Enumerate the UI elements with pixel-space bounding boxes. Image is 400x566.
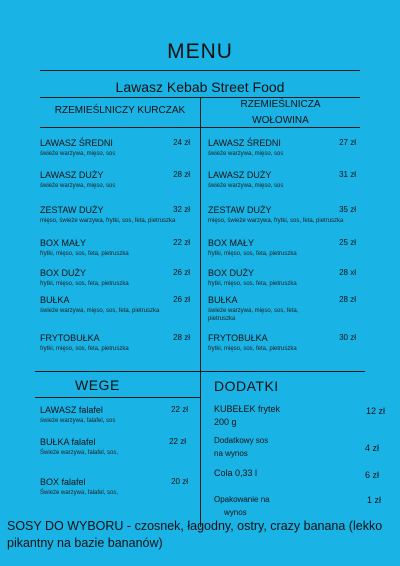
beef-header-line1: RZEMIEŚLNICZA bbox=[240, 99, 321, 110]
addon-detail: wynos bbox=[224, 508, 247, 517]
lower-section-divider bbox=[35, 371, 365, 372]
item-name: BOX MAŁY bbox=[208, 238, 255, 248]
item-description: mięso, świeże warzywa, frytki, sos, feta, pietruszka bbox=[208, 218, 344, 224]
addon-price: 4 zł bbox=[365, 443, 380, 453]
beef-item bbox=[208, 138, 356, 158]
item-price: 20 zł bbox=[171, 477, 188, 486]
beef-column-header bbox=[201, 98, 360, 127]
item-name: FRYTOBUŁKA bbox=[208, 333, 268, 343]
wege-section-title: WEGE bbox=[75, 377, 120, 393]
item-description: świeże warzywa, falafel, sos bbox=[40, 418, 116, 424]
item-description: świeże warzywa, mięso, sos, feta, pietruszka bbox=[40, 308, 160, 314]
item-price: 28 zł bbox=[339, 295, 356, 304]
addon-item bbox=[214, 467, 334, 480]
chicken-item bbox=[40, 205, 190, 225]
item-description: Świeże warzywa, falafel, sos, bbox=[40, 450, 119, 456]
item-name: LAWASZ falafel bbox=[40, 405, 103, 415]
dodatki-section-title: DODATKI bbox=[214, 378, 279, 394]
item-description: świeże warzywa, mięso, sos bbox=[40, 151, 116, 157]
item-description: frytki, mięso, sos, feta, pietruszka bbox=[40, 251, 129, 257]
wege-title-divider bbox=[35, 397, 200, 398]
addon-name: Opakowanie na bbox=[214, 495, 270, 504]
item-price: 28 xł bbox=[339, 268, 356, 277]
menu-title: MENU bbox=[167, 40, 233, 63]
item-description: frytki, mięso, sos, feta, pietruszka bbox=[208, 281, 297, 287]
item-price: 32 zł bbox=[173, 205, 190, 214]
beef-item bbox=[208, 333, 356, 353]
chicken-item bbox=[40, 333, 190, 353]
item-description: mięso, świeże warzywa, frytki, sos, feta, pietruszka bbox=[40, 218, 176, 224]
item-description: frytki, mięso, sos, feta, pietruszka bbox=[40, 281, 129, 287]
item-description: świeże warzywa, mięso, sos bbox=[40, 183, 116, 189]
item-name: BOX DUŻY bbox=[40, 268, 87, 278]
sauces-note: SOSY DO WYBORU - czosnek, łagodny, ostry, crazy banana (lekko pikantny na bazie bananów) bbox=[7, 519, 383, 550]
chicken-item bbox=[40, 138, 190, 158]
wege-item bbox=[40, 477, 188, 497]
beef-item bbox=[208, 205, 356, 225]
item-price: 35 zł bbox=[339, 205, 356, 214]
item-price: 22 zł bbox=[173, 238, 190, 247]
center-divider bbox=[200, 97, 201, 527]
item-name: LAWASZ DUŻY bbox=[208, 170, 272, 180]
item-price: 22 zł bbox=[171, 405, 188, 414]
wege-item bbox=[40, 437, 186, 457]
beef-item bbox=[208, 170, 356, 190]
chicken-item bbox=[40, 295, 190, 315]
wege-item bbox=[40, 405, 188, 425]
item-name: BUŁKA falafel bbox=[40, 437, 96, 447]
addon-name: KUBEŁEK frytek bbox=[214, 404, 281, 414]
item-name: BOX falafel bbox=[40, 477, 86, 487]
item-price: 22 zł bbox=[169, 437, 186, 446]
item-name: ZESTAW DUŻY bbox=[208, 205, 272, 215]
item-price: 25 zł bbox=[339, 238, 356, 247]
item-name: BOX MAŁY bbox=[40, 238, 87, 248]
item-name: BUŁKA bbox=[208, 295, 238, 305]
beef-item bbox=[208, 238, 356, 258]
item-name: LAWASZ ŚREDNI bbox=[208, 138, 281, 148]
beef-item bbox=[208, 295, 356, 323]
addon-price: 1 zł bbox=[367, 495, 382, 505]
chicken-item bbox=[40, 170, 190, 190]
item-description: frytki, mięso, sos, feta, pietruszka bbox=[40, 346, 129, 352]
addon-item bbox=[214, 403, 334, 429]
addon-item bbox=[214, 434, 334, 460]
item-name: LAWASZ ŚREDNI bbox=[40, 138, 113, 148]
item-name: BOX DUŻY bbox=[208, 268, 255, 278]
addon-price: 12 zł bbox=[366, 406, 386, 416]
item-description: świeże warzywa, mięso, sos, feta, pietruszka bbox=[208, 308, 299, 322]
addon-name: Cola 0,33 l bbox=[214, 468, 258, 478]
item-description: Świeże warzywa, falafel, sos, bbox=[40, 490, 119, 496]
item-price: 28 zł bbox=[173, 333, 190, 342]
restaurant-name: Lawasz Kebab Street Food bbox=[115, 79, 285, 95]
item-description: frytki, mięso, sos, feta, pietruszka bbox=[208, 346, 297, 352]
beef-item bbox=[208, 268, 356, 288]
item-name: LAWASZ DUŻY bbox=[40, 170, 104, 180]
item-description: świeże warzywa, mięso, sos bbox=[208, 151, 284, 157]
chicken-item bbox=[40, 238, 190, 258]
addon-item bbox=[214, 493, 334, 519]
addon-detail: 200 g bbox=[214, 417, 237, 427]
item-description: świeże warzywa, mięso, sos bbox=[208, 183, 284, 189]
item-price: 26 zł bbox=[173, 295, 190, 304]
item-price: 26 zł bbox=[173, 268, 190, 277]
addon-name: Dodatkowy sos bbox=[214, 436, 269, 445]
chicken-column-header: RZEMIEŚLNICZY KURCZAK bbox=[54, 105, 186, 116]
item-name: ZESTAW DUŻY bbox=[40, 205, 104, 215]
item-price: 27 zł bbox=[339, 138, 356, 147]
item-price: 24 zł bbox=[173, 138, 190, 147]
item-name: BUŁKA bbox=[40, 295, 70, 305]
item-price: 31 zł bbox=[339, 170, 356, 179]
addon-detail: na wynos bbox=[214, 449, 248, 458]
item-price: 28 zł bbox=[173, 170, 190, 179]
beef-header-line2: WOŁOWINA bbox=[252, 115, 309, 126]
item-price: 30 zł bbox=[339, 333, 356, 342]
title-divider bbox=[40, 70, 360, 71]
item-name: FRYTOBUŁKA bbox=[40, 333, 100, 343]
item-description: frytki, mięso, sos, feta, pietruszka bbox=[208, 251, 297, 257]
chicken-item bbox=[40, 268, 190, 288]
addon-price: 6 zł bbox=[365, 470, 380, 480]
